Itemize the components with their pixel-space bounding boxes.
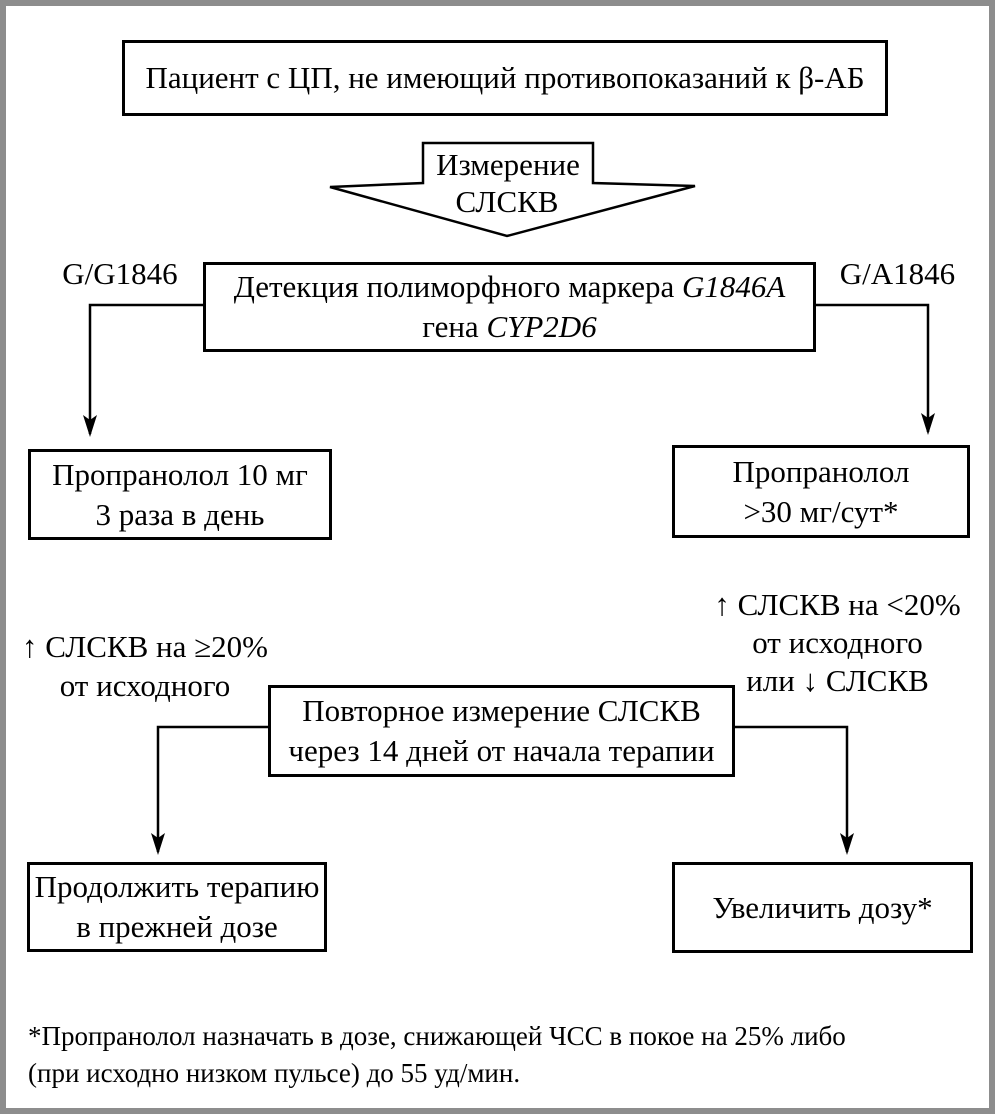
continue-box — [27, 862, 327, 952]
condition-left-label — [5, 627, 285, 705]
continue-line2: в прежней дозе — [76, 909, 278, 944]
measure-arrow-line2: СЛСКВ — [455, 184, 559, 219]
measure-arrow-line1: Измерение — [436, 147, 580, 182]
condition-right-label — [695, 586, 980, 700]
detection-box-line2 — [422, 307, 596, 347]
condition-right-line3: или ↓ СЛСКВ — [746, 663, 929, 698]
remeasure-line2: через 14 дней от начала терапии — [288, 733, 715, 768]
condition-left-line2: от исходного — [59, 668, 231, 703]
connector-right-genotype — [816, 305, 928, 432]
increase-box-text: Увеличить дозу* — [712, 889, 933, 925]
continue-line1: Продолжить терапию — [34, 869, 320, 904]
increase-box — [672, 862, 973, 953]
detection-box — [203, 262, 816, 352]
footnote — [28, 1018, 958, 1092]
drug-right-box — [672, 445, 970, 538]
detection-box-marker-name: G1846A — [681, 269, 786, 304]
drug-right-line2: >30 мг/сут* — [743, 493, 899, 529]
genotype-label-ga1846: G/A1846 — [839, 256, 956, 291]
condition-right-line1: ↑ СЛСКВ на <20% — [714, 587, 961, 622]
drug-left-line1: Пропранолол 10 мг — [52, 456, 308, 492]
drug-right-line1: Пропранолол — [732, 453, 910, 489]
patient-box-text: Пациент с ЦП, не имеющий противопоказаний к β-АБ — [145, 60, 865, 95]
detection-box-line1 — [234, 267, 786, 307]
patient-box — [122, 40, 888, 116]
footnote-line2: (при исходно низком пульсе) до 55 уд/мин. — [28, 1058, 521, 1088]
drug-left-line2: 3 раза в день — [95, 496, 265, 532]
connector-increase-dose — [735, 727, 847, 852]
connector-continue-therapy — [158, 727, 268, 852]
remeasure-box — [268, 685, 735, 777]
drug-left-box — [28, 449, 332, 540]
connector-left-genotype — [90, 305, 203, 434]
footnote-line1: *Пропранолол назначать в дозе, снижающей ЧСС в покое на 25% либо — [28, 1021, 846, 1051]
detection-box-line1-text: Детекция полиморфного маркера — [233, 269, 682, 304]
remeasure-line1: Повторное измерение СЛСКВ — [302, 693, 701, 728]
detection-box-line2-text: гена — [422, 309, 487, 344]
condition-right-line2: от исходного — [752, 625, 923, 660]
condition-left-line1: ↑ СЛСКВ на ≥20% — [22, 629, 268, 664]
detection-box-gene-name: CYP2D6 — [486, 309, 597, 344]
genotype-label-gg1846: G/G1846 — [62, 256, 178, 291]
